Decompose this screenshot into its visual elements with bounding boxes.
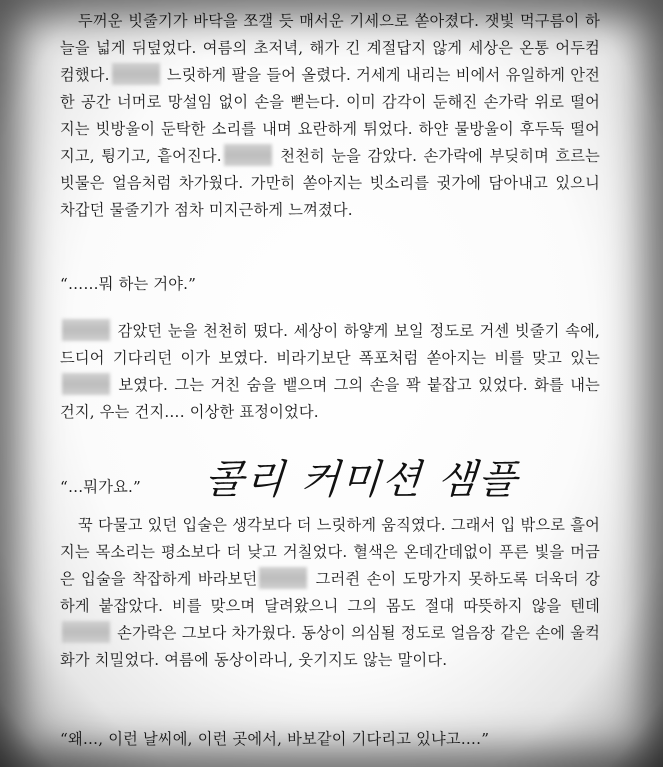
paragraph-1 xyxy=(60,8,600,224)
redacted-name xyxy=(224,144,272,166)
redacted-name xyxy=(62,621,110,643)
paragraph-3-text-2: 그러쥔 손이 도망가지 못하도록 더욱더 강하게 붙잡았다. 비를 맞으며 달려왔으니 그의 몸도 절대 따뜻하지 않을 텐데 xyxy=(60,570,600,615)
paragraph-2 xyxy=(60,318,600,426)
paragraph-1-text-1: 두꺼운 빗줄기가 바닥을 쪼갤 듯 매서운 기세으로 쏟아졌다. 잿빛 먹구름이 하늘을 넓게 뒤덮었다. 여름의 초저녁, 해가 긴 계절답지 않게 세상은 온통 어두컴컴했다. xyxy=(60,12,600,84)
paragraph-3-text-1: 꾹 다물고 있던 입술은 생각보다 더 느릿하게 움직였다. 그래서 입 밖으로 흘어지는 목소리는 평소보다 더 낮고 거칠었다. 혈색은 온데간데없이 푸른 빛을 머금은 입술을 착잡하게 바라보던 xyxy=(60,516,600,588)
paragraph-2-text-2: 보였다. 그는 거친 숨을 뱉으며 그의 손을 꽉 붙잡고 있었다. 화를 내는 건지, 우는 건지…. 이상한 표정이었다. xyxy=(60,376,600,421)
dialogue-1: “……뭐 하는 거야.” xyxy=(60,275,197,293)
paragraph-1-text-3: 천천히 눈을 감았다. 손가락에 부딪히며 흐르는 빗물은 얼음처럼 차가웠다. 가만히 쏟아지는 빗소리를 귓가에 담아내고 있으니 차갑던 물줄기가 점차 미지근하게 느껴졌다. xyxy=(60,147,600,219)
redacted-name xyxy=(259,567,307,589)
redacted-name xyxy=(112,63,160,85)
paragraph-1-text-2: 느릿하게 팔을 들어 올렸다. 거세게 내리는 비에서 유일하게 안전한 공간 너머로 망설임 없이 손을 뻗는다. 이미 감각이 둔해진 손가락 위로 떨어지는 빗방울이 둔탁한 소리를 내며 요란하게 튀었다. 하얀 물방울이 후두둑 떨어지고, 튕기고, 흩어진다. xyxy=(60,66,600,165)
redacted-name xyxy=(62,319,110,341)
paragraph-2-text-1: 감았던 눈을 천천히 떴다. 세상이 하얗게 보일 정도로 거센 빗줄기 속에, 드디어 기다리던 이가 보였다. 비라기보단 폭포처럼 쏟아지는 비를 맞고 있는 xyxy=(60,322,600,367)
paragraph-3-text-3: 손가락은 그보다 차가웠다. 동상이 의심될 정도로 얼음장 같은 손에 울컥 화가 치밀었다. 여름에 동상이라니, 웃기지도 않는 말이다. xyxy=(60,624,600,669)
dialogue-3: “왜…, 이런 날씨에, 이런 곳에서, 바보같이 기다리고 있냐고….” xyxy=(60,730,490,748)
paragraph-3 xyxy=(60,512,600,674)
redacted-name xyxy=(62,373,110,395)
dialogue-2: “…뭐가요.” xyxy=(60,478,141,496)
watermark: 콜리 커미션 샘플 xyxy=(203,457,521,503)
